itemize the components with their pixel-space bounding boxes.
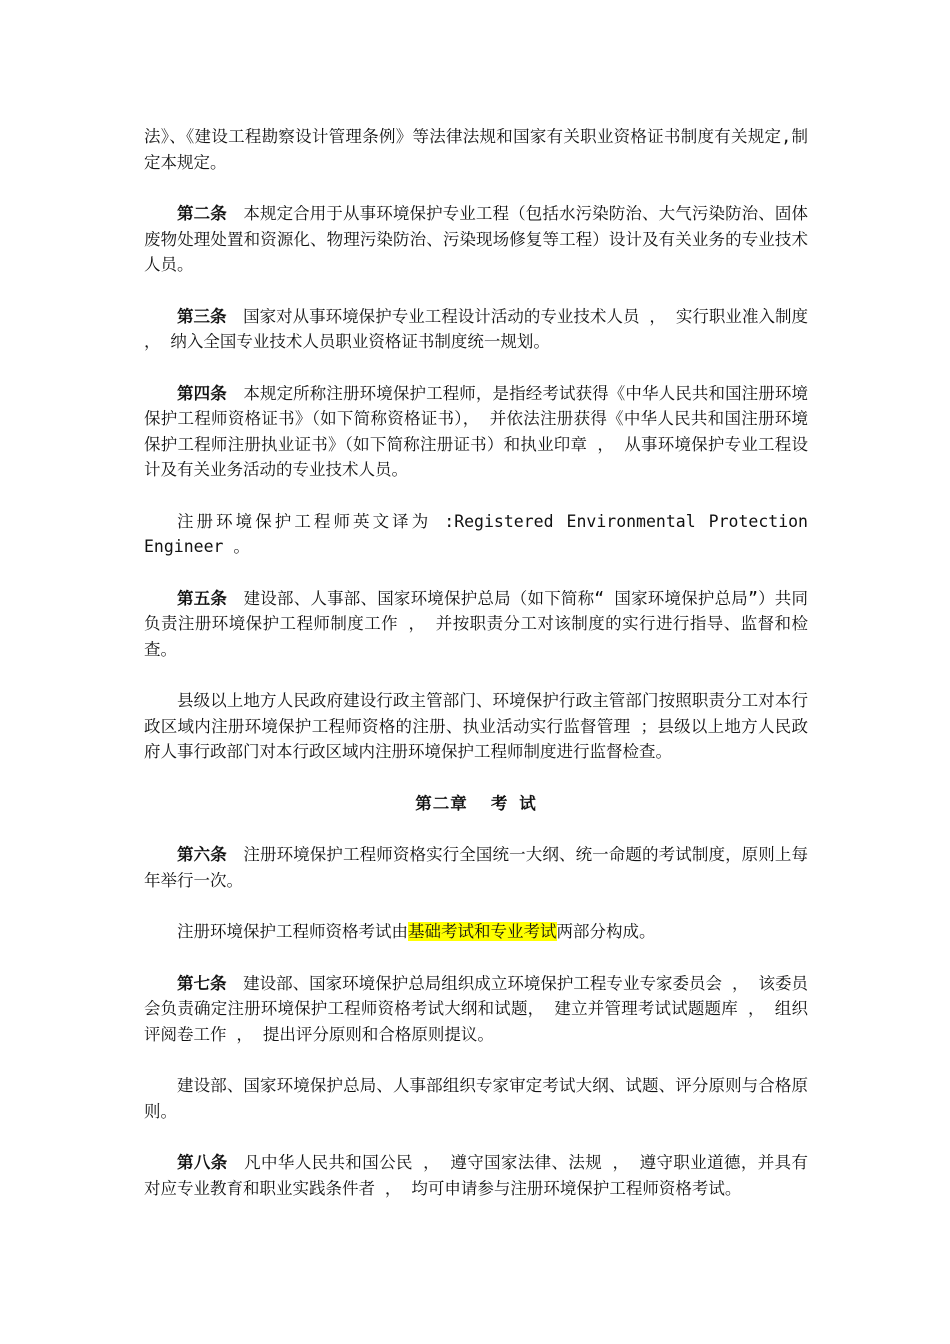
article-text: 本规定合用于从事环境保护专业工程（包括水污染防治、大气污染防治、固体废物处理处置和资源化、物理污染防治、污染现场修复等工程）设计及有关业务的专业技术人员。 bbox=[144, 204, 809, 274]
article-text: 建设部、国家环境保护总局组织成立环境保护工程专业专家委员会 ， 该委员会负责确定注册环境保护工程师资格考试大纲和试题， 建立并管理考试试题题库 ， 组织评阅卷工作 ， 提出评分原则和合格原则提议。 bbox=[144, 973, 809, 1044]
highlighted-text: 基础考试和专业考试 bbox=[408, 922, 557, 941]
document-page bbox=[144, 124, 808, 1227]
paragraph-text: 法》、《建设工程勘察设计管理条例》等法律法规和国家有关职业资格证书制度有关规定,制定本规定。 bbox=[144, 127, 808, 172]
paragraph-text: 建设部、国家环境保护总局、人事部组织专家审定考试大纲、试题、评分原则与合格原则。 bbox=[144, 1076, 808, 1121]
article-label: 第二条 bbox=[177, 204, 227, 223]
article-4 bbox=[144, 381, 808, 483]
article-3 bbox=[144, 304, 808, 355]
article-label: 第八条 bbox=[177, 1153, 228, 1172]
paragraph-intro-continuation bbox=[144, 124, 808, 175]
paragraph-text: 县级以上地方人民政府建设行政主管部门、环境保护行政主管部门按照职责分工对本行政区域内注册环境保护工程师资格的注册、执业活动实行监督管理 ；县级以上地方人民政府人事行政部门对本行政区域内注册环境保护工程师制度进行监督检查。 bbox=[144, 691, 808, 761]
article-7 bbox=[144, 971, 808, 1048]
article-text: 建设部、人事部、国家环境保护总局（如下简称“ 国家环境保护总局”）共同负责注册环境保护工程师制度工作 ， 并按职责分工对该制度的实行进行指导、监督和检查。 bbox=[144, 588, 808, 659]
article-5 bbox=[144, 586, 808, 663]
article-label: 第六条 bbox=[177, 845, 227, 864]
article-text: 本规定所称注册环境保护工程师，是指经考试获得《中华人民共和国注册环境保护工程师资格证书》（如下简称资格证书）， 并依法注册获得《中华人民共和国注册环境保护工程师注册执业证书》（如下简称注册证书）和执业印章 ， 从事环境保护专业工程设计及有关业务活动的专业技术人员。 bbox=[144, 383, 809, 479]
article-text: 凡中华人民共和国公民 ， 遵守国家法律、法规 ， 遵守职业道德，并具有对应专业教育和职业实践条件者 ， 均可申请参与注册环境保护工程师资格考试。 bbox=[144, 1153, 808, 1198]
paragraph-text: 两部分构成。 bbox=[556, 922, 656, 941]
chapter-heading bbox=[144, 791, 808, 817]
article-label: 第七条 bbox=[177, 973, 227, 993]
article-8 bbox=[144, 1150, 808, 1201]
article-text: 国家对从事环境保护专业工程设计活动的专业技术人员 ， 实行职业准入制度 ， 纳入全国专业技术人员职业资格证书制度统一规划。 bbox=[144, 306, 809, 351]
chapter-title: 考 试 bbox=[490, 793, 537, 813]
chapter-number: 第二章 bbox=[415, 793, 468, 813]
paragraph-exam-composition bbox=[144, 919, 808, 945]
article-label: 第四条 bbox=[177, 383, 227, 403]
article-label: 第三条 bbox=[177, 306, 227, 326]
article-label: 第五条 bbox=[177, 588, 228, 608]
paragraph-text: 注册环境保护工程师英文译为 :Registered Environmental Protection Engineer 。 bbox=[144, 511, 808, 556]
paragraph-expert-review bbox=[144, 1073, 808, 1124]
paragraph-text: 注册环境保护工程师资格考试由 bbox=[177, 922, 408, 941]
paragraph-county-supervision bbox=[144, 688, 808, 765]
article-text: 注册环境保护工程师资格实行全国统一大纲、统一命题的考试制度，原则上每年举行一次。 bbox=[144, 845, 809, 890]
article-6 bbox=[144, 842, 808, 893]
article-2 bbox=[144, 201, 808, 278]
paragraph-english-name bbox=[144, 509, 808, 560]
